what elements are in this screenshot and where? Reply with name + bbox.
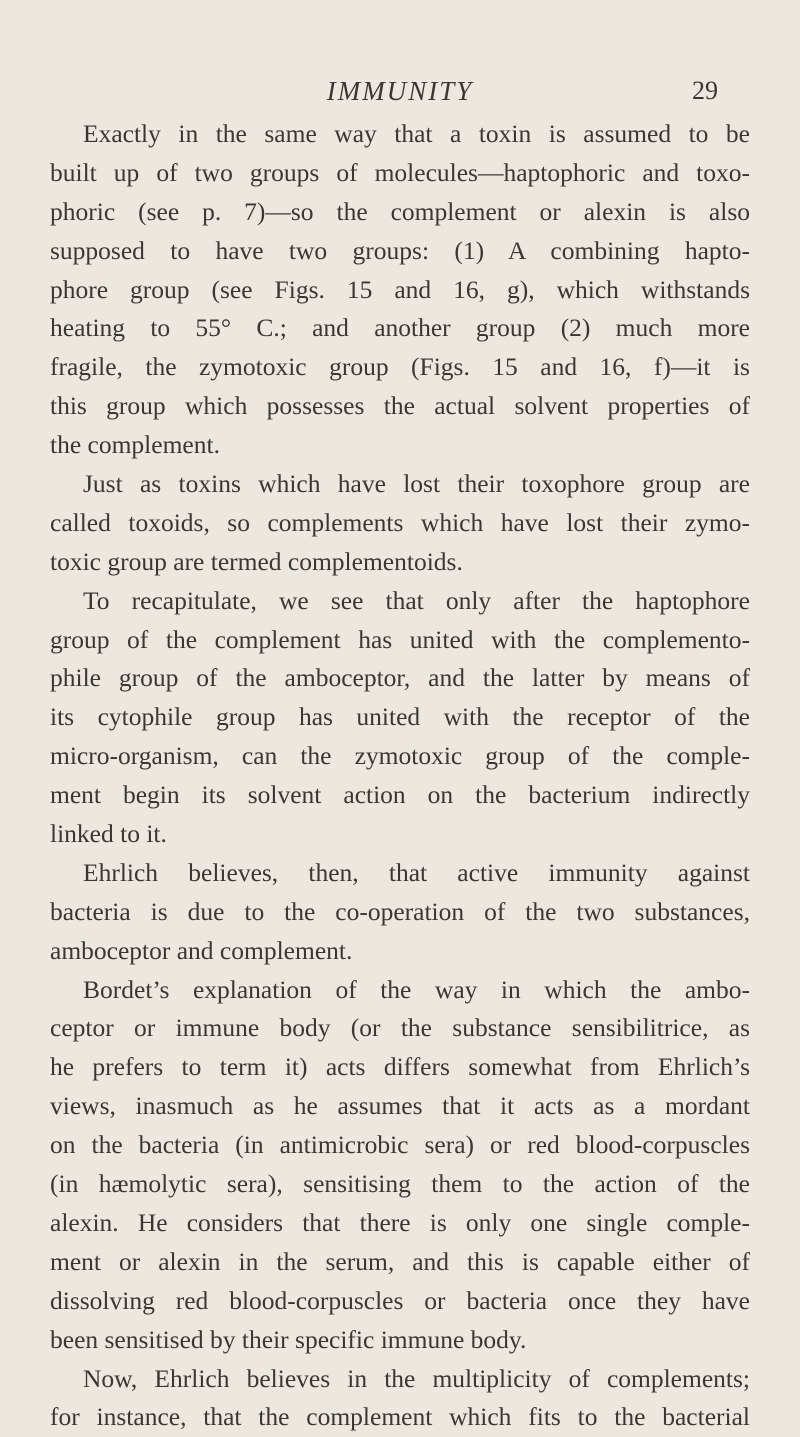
text-line: this group which possesses the actual solvent properties of — [50, 391, 750, 421]
text-line: toxic group are termed complementoids. — [50, 546, 463, 576]
text-line: Ehrlich believes, then, that active immunity against — [83, 857, 750, 887]
text-line: (in hæmolytic sera), sensitising them to the action of the — [50, 1169, 750, 1199]
text-line: been sensitised by their specific immune body. — [50, 1324, 527, 1354]
text-line: on the bacteria (in antimicrobic sera) or red blood-corpuscles — [50, 1130, 750, 1160]
text-line: supposed to have two groups: (1) A combining hapto- — [50, 235, 750, 265]
text-line: views, inasmuch as he assumes that it acts as a mordant — [50, 1091, 750, 1121]
text-line: micro-organism, can the zymotoxic group of the comple- — [50, 741, 750, 771]
text-line: for instance, that the complement which fits to the bacterial — [50, 1402, 750, 1432]
text-line: the complement. — [50, 430, 220, 460]
text-line: group of the complement has united with the complemento- — [50, 624, 750, 654]
text-line: ment begin its solvent action on the bacterium indirectly — [50, 780, 750, 810]
text-line: alexin. He considers that there is only one single comple- — [50, 1207, 750, 1237]
text-line: To recapitulate, we see that only after the haptophore — [83, 585, 750, 615]
text-line: bacteria is due to the co-operation of the two substances, — [50, 896, 750, 926]
text-line: dissolving red blood-corpuscles or bacteria once they have — [50, 1285, 750, 1315]
text-line: built up of two groups of molecules—haptophoric and toxo- — [50, 157, 750, 187]
text-line: called toxoids, so complements which have lost their zymo- — [50, 507, 750, 537]
text-line: linked to it. — [50, 819, 167, 849]
body-text — [50, 115, 750, 1437]
text-line: phore group (see Figs. 15 and 16, g), which withstands — [50, 274, 750, 304]
text-line: amboceptor and complement. — [50, 935, 353, 965]
text-line: Just as toxins which have lost their toxophore group are — [83, 469, 750, 499]
text-line: Exactly in the same way that a toxin is assumed to be — [83, 119, 750, 148]
text-line: phile group of the amboceptor, and the latter by means of — [50, 663, 750, 693]
text-line: ceptor or immune body (or the substance sensibilitrice, as — [50, 1013, 750, 1043]
text-line: ment or alexin in the serum, and this is capable either of — [50, 1246, 750, 1276]
page-header — [0, 76, 800, 108]
running-head: IMMUNITY — [326, 76, 474, 106]
text-line: phoric (see p. 7)—so the complement or alexin is also — [50, 196, 750, 226]
text-line: Now, Ehrlich believes in the multiplicity of complements; — [83, 1363, 750, 1393]
text-line: he prefers to term it) acts differs somewhat from Ehrlich’s — [50, 1052, 750, 1082]
text-line: its cytophile group has united with the receptor of the — [50, 702, 750, 732]
page-number: 29 — [692, 76, 718, 105]
text-line: heating to 55° C.; and another group (2) much more — [50, 313, 750, 343]
text-line: fragile, the zymotoxic group (Figs. 15 and 16, f)—it is — [50, 352, 750, 382]
text-line: Bordet’s explanation of the way in which the ambo- — [83, 974, 750, 1004]
